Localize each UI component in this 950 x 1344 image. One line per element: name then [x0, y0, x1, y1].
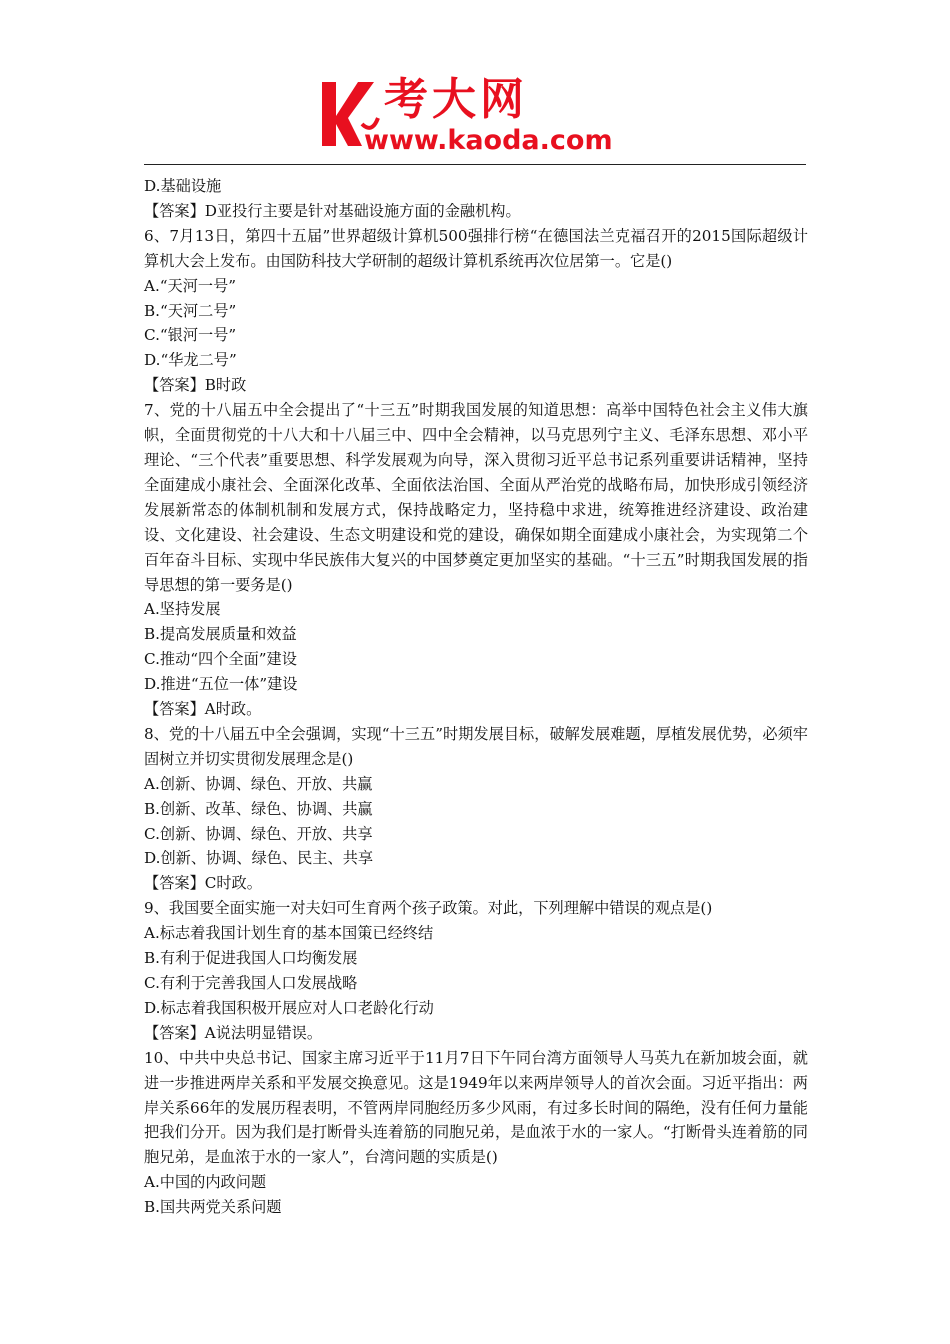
option-line: D.“华龙二号”	[144, 351, 237, 370]
question-10: 10、中共中央总书记、国家主席习近平于11月7日下午同台湾方面领导人马英九在新加坡会面，就进一步推进两岸关系和平发展交换意见。这是1949年以来两岸领导人的首次会面。习近平指出：两岸关系66年的发展历程表明，不管两岸同胞经历多少风雨，有过多长时间的隔绝，没有任何力量能把我们分开。因为我们是打断骨头连着筋的同胞兄弟，是血浓于水的一家人。“打断骨头连着筋的同胞兄弟，是血浓于水的一家人”，台湾问题的实质是()	[144, 1048, 808, 1167]
option-line: D.推进“五位一体”建设	[144, 675, 298, 694]
question-7: 7、党的十八届五中全会提出了“十三五”时期我国发展的知道思想：高举中国特色社会主义伟大旗帜，全面贯彻党的十八大和十八届三中、四中全会精神，以马克思列宁主义、毛泽东思想、邓小平理论、“三个代表”重要思想、科学发展观为向导，深入贯彻习近平总书记系列重要讲话精神，坚持全面建成小康社会、全面深化改革、全面依法治国、全面从严治党的战略布局，加快形成引领经济发展新常态的体制机制和发展方式，保持战略定力，坚持稳中求进，统筹推进经济建设、政治建设、文化建设、社会建设、生态文明建设和党的建设，确保如期全面建成小康社会，为实现第二个百年奋斗目标、实现中华民族伟大复兴的中国梦奠定更加坚实的基础。“十三五”时期我国发展的指导思想的第一要务是()	[144, 401, 808, 594]
option-line: A.标志着我国计划生育的基本国策已经终结	[144, 924, 434, 943]
option-line: A.坚持发展	[144, 600, 221, 619]
option-line: D.基础设施	[144, 177, 222, 195]
page-header	[0, 0, 950, 170]
option-line: C.推动“四个全面”建设	[144, 650, 297, 669]
answer-line: 【答案】C时政。	[144, 874, 262, 893]
option-line: B.创新、改革、绿色、协调、共赢	[144, 799, 373, 818]
option-line: C.有利于完善我国人口发展战略	[144, 974, 358, 992]
answer-line: 【答案】B时政	[144, 376, 247, 395]
option-line: B.“天河二号”	[144, 301, 237, 320]
answer-line: 【答案】D亚投行主要是针对基础设施方面的金融机构。	[144, 201, 521, 220]
option-line: A.“天河一号”	[144, 276, 237, 295]
option-line: B.国共两党关系问题	[144, 1198, 282, 1217]
question-6: 6、7月13日，第四十五届”世界超级计算机500强排行榜“在德国法兰克福召开的2015国际超级计算机大会上发布。由国防科技大学研制的超级计算机系统再次位居第一。它是()	[144, 226, 808, 270]
option-line: D.标志着我国积极开展应对人口老龄化行动	[144, 998, 434, 1017]
answer-line: 【答案】A时政。	[144, 700, 262, 719]
option-line: B.有利于促进我国人口均衡发展	[144, 949, 358, 968]
document-body	[144, 174, 808, 1220]
option-line: A.创新、协调、绿色、开放、共赢	[144, 774, 373, 793]
question-9: 9、我国要全面实施一对夫妇可生育两个孩子政策。对此，下列理解中错误的观点是()	[144, 899, 713, 918]
header-divider	[144, 164, 806, 165]
option-line: C.“银河一号”	[144, 326, 237, 345]
logo-title: 考大网	[384, 74, 528, 125]
option-line: A.中国的内政问题	[144, 1173, 267, 1192]
option-line: B.提高发展质量和效益	[144, 625, 297, 644]
option-line: C.创新、协调、绿色、开放、共享	[144, 824, 373, 843]
kaoda-logo[interactable]	[318, 74, 638, 166]
answer-line: 【答案】A说法明显错误。	[144, 1023, 323, 1042]
option-line: D.创新、协调、绿色、民主、共享	[144, 849, 374, 868]
question-8: 8、党的十八届五中全会强调，实现“十三五”时期发展目标，破解发展难题，厚植发展优势，必须牢固树立并切实贯彻发展理念是()	[144, 724, 808, 768]
logo-url: www.kaoda.com	[364, 125, 613, 156]
